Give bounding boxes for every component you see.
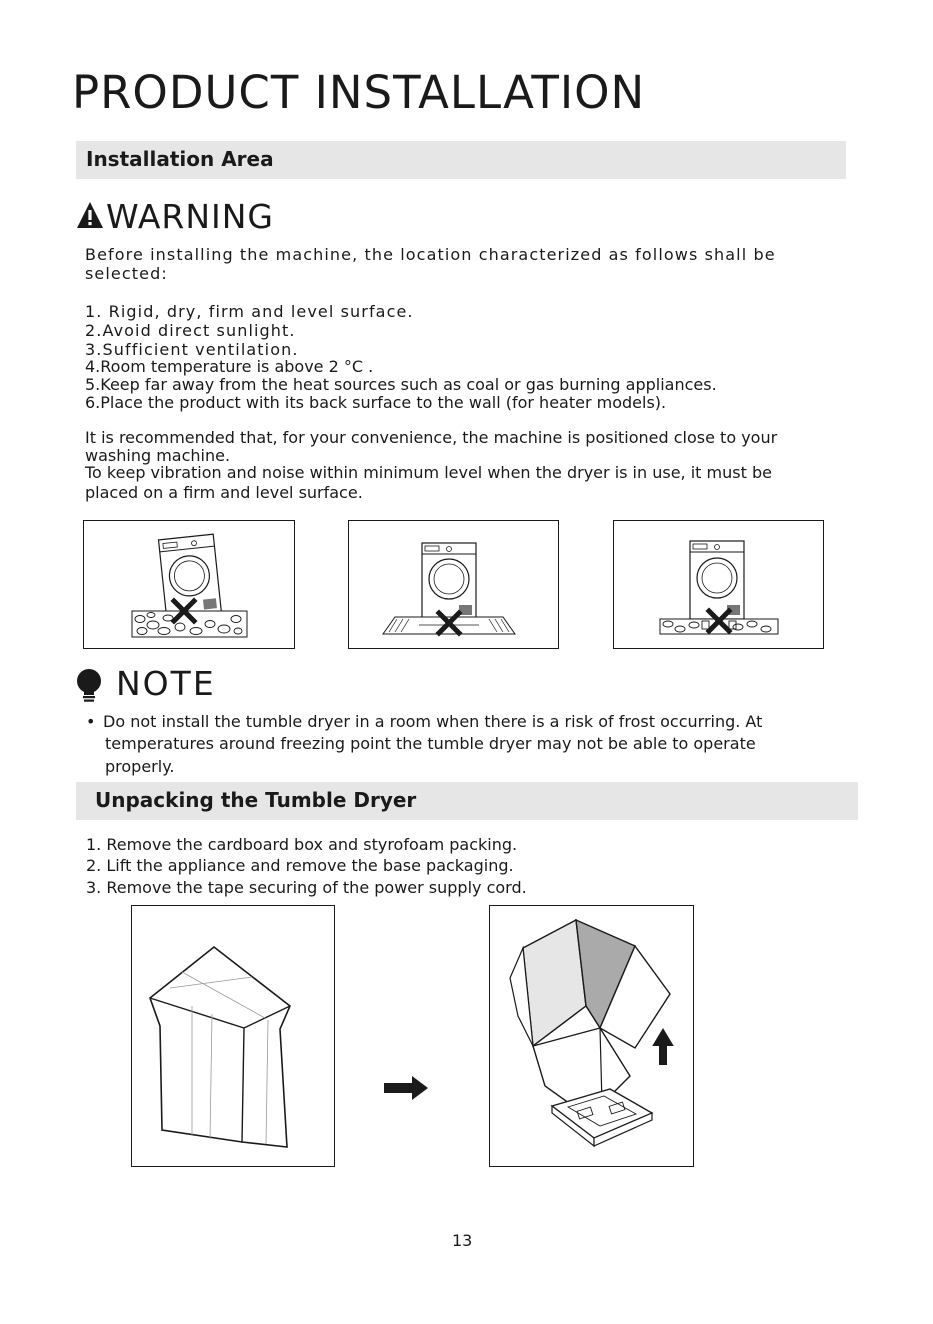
section-heading-label: Installation Area (86, 147, 274, 171)
note-line: temperatures around freezing point the tumble dryer may not be able to operate (105, 734, 756, 753)
list-item: 1. Rigid, dry, firm and level surface. (85, 302, 414, 321)
list-item: 4.Room temperature is above 2 °C . (85, 357, 374, 376)
list-item: 2. Lift the appliance and remove the base packaging. (86, 856, 514, 875)
page-title: PRODUCT INSTALLATION (72, 66, 646, 119)
illustration-soft-mat (348, 520, 559, 649)
recommend-text: placed on a firm and level surface. (85, 483, 363, 502)
list-item: 6.Place the product with its back surface to the wall (for heater models). (85, 393, 667, 412)
list-item: 3.Sufficient ventilation. (85, 340, 299, 359)
list-item: 1. Remove the cardboard box and styrofoam packing. (86, 835, 518, 854)
recommend-text: It is recommended that, for your convenience, the machine is positioned close to your (85, 428, 778, 447)
list-item: 2.Avoid direct sunlight. (85, 321, 296, 340)
list-item: 3. Remove the tape securing of the power supply cord. (86, 878, 527, 897)
note-line: Do not install the tumble dryer in a room when there is a risk of frost occurring. At (103, 712, 763, 731)
section-heading-label: Unpacking the Tumble Dryer (95, 788, 417, 812)
illustration-packed-box (131, 905, 335, 1167)
bullet: • (86, 712, 96, 731)
illustration-uneven-surface (83, 520, 295, 649)
illustration-rough-floor (613, 520, 824, 649)
intro-text: Before installing the machine, the location characterized as follows shall be (85, 245, 776, 264)
recommend-text: washing machine. (85, 446, 231, 465)
list-item: 5.Keep far away from the heat sources such as coal or gas burning appliances. (85, 375, 717, 394)
lightbulb-icon (74, 668, 104, 706)
recommend-text: To keep vibration and noise within minimum level when the dryer is in use, it must be (85, 463, 772, 482)
warning-triangle-icon (76, 201, 104, 233)
section-heading-installation-area (76, 141, 846, 179)
illustration-lift-box (489, 905, 694, 1167)
note-line: properly. (105, 757, 175, 776)
note-body (86, 711, 846, 781)
right-arrow-icon (384, 1076, 430, 1104)
intro-text: selected: (85, 264, 168, 283)
note-title: NOTE (116, 664, 216, 703)
warning-title: WARNING (106, 197, 275, 236)
section-heading-unpacking (76, 782, 858, 820)
page-number: 13 (452, 1231, 473, 1250)
